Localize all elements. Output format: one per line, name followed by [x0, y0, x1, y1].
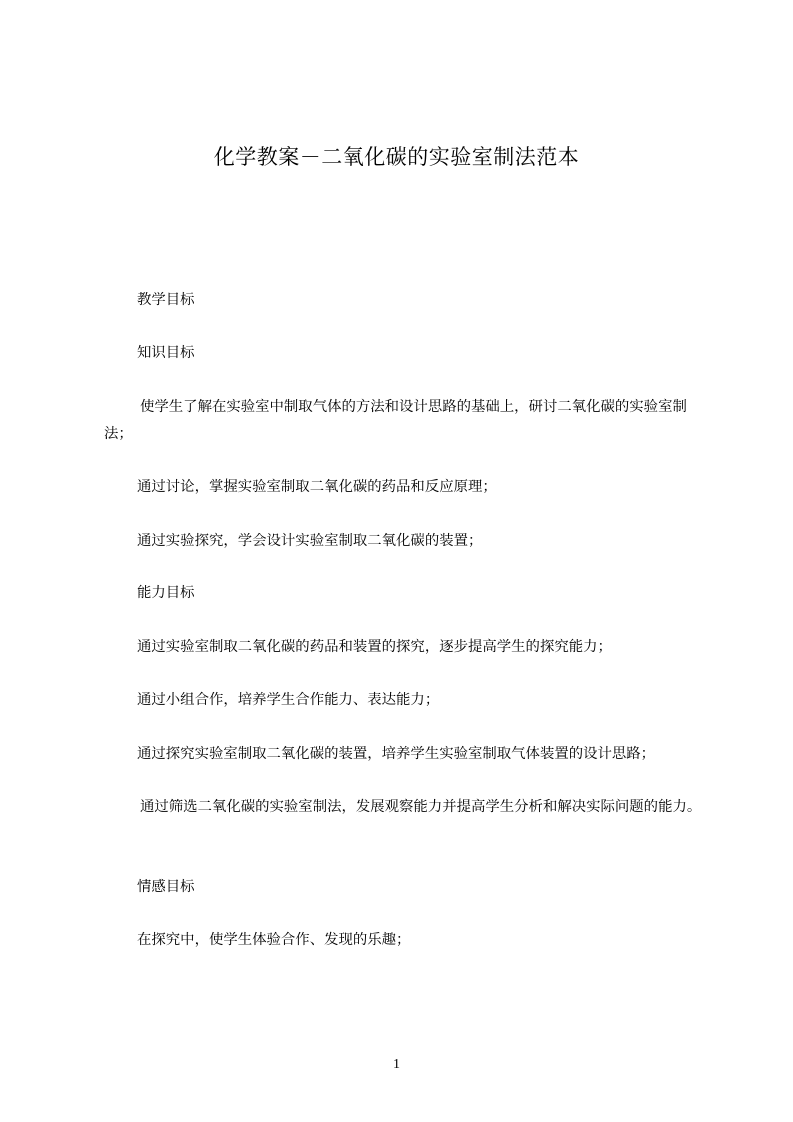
paragraph-knowledge-1: 使学生了解在实验室中制取气体的方法和设计思路的基础上，研讨二氧化碳的实验室制法；	[104, 399, 687, 442]
paragraph-ability-2: 通过小组合作，培养学生合作能力、表达能力；	[137, 692, 440, 708]
heading-teaching-objectives: 教学目标	[137, 292, 195, 308]
heading-emotion-objectives: 情感目标	[137, 879, 195, 895]
paragraph-emotion-1: 在探究中，使学生体验合作、发现的乐趣；	[137, 932, 411, 948]
paragraph-ability-3: 通过探究实验室制取二氧化碳的装置，培养学生实验室制取气体装置的设计思路；	[137, 746, 656, 762]
heading-knowledge-objectives: 知识目标	[137, 345, 195, 361]
paragraph-ability-1: 通过实验室制取二氧化碳的药品和装置的探究，逐步提高学生的探究能力；	[137, 639, 612, 655]
paragraph-knowledge-2: 通过讨论，掌握实验室制取二氧化碳的药品和反应原理；	[137, 479, 497, 495]
heading-ability-objectives: 能力目标	[137, 585, 195, 601]
paragraph-ability-4: 通过筛选二氧化碳的实验室制法，发展观察能力并提高学生分析和解决实际问题的能力。	[140, 799, 702, 815]
document-title: 化学教案－二氧化碳的实验室制法范本	[213, 145, 580, 169]
page-number: 1	[393, 1057, 400, 1072]
paragraph-knowledge-3: 通过实验探究，学会设计实验室制取二氧化碳的装置；	[137, 533, 483, 549]
